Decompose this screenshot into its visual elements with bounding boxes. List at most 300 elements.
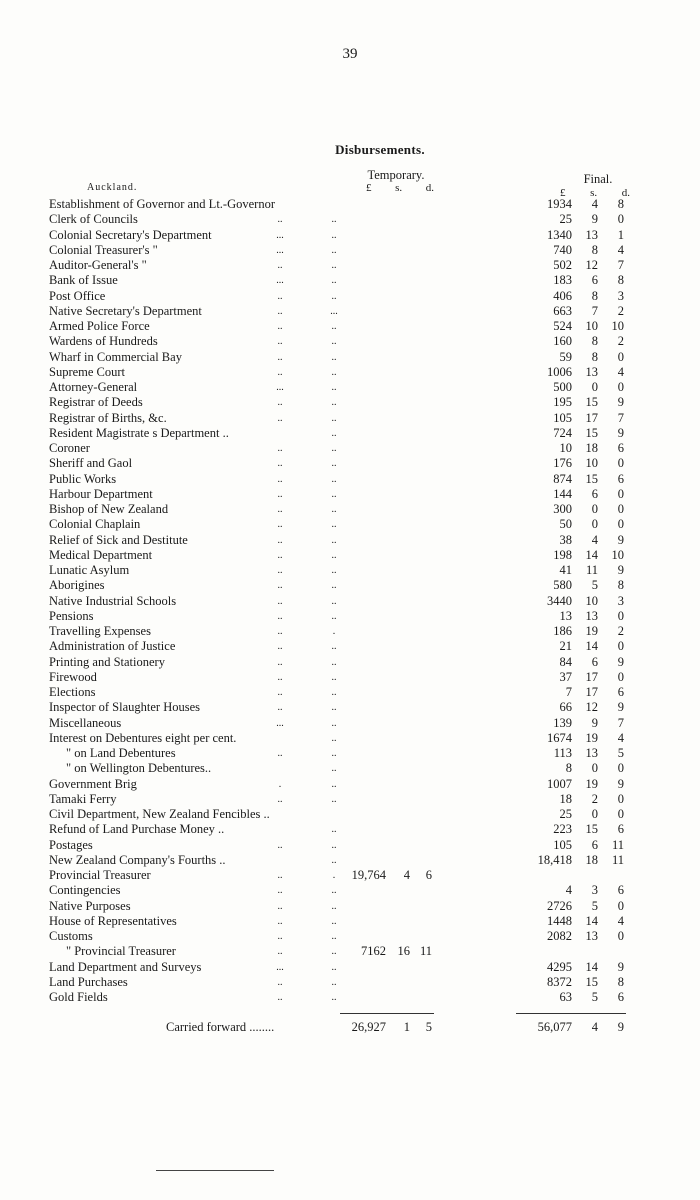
table-row [0,700,700,715]
final-column-header: Final. [583,172,613,186]
leader-dots: .. [331,336,337,348]
leader-dots: .. [277,351,283,363]
final-pence: 6 [617,883,624,898]
leader-dots: .. [331,732,337,744]
final-shillings: 13 [585,227,598,242]
final-pounds: 8 [565,761,572,776]
final-pounds: 1448 [547,913,572,928]
final-pounds: 25 [559,212,572,227]
page-number: 39 [342,46,358,62]
final-pence: 10 [611,319,624,333]
final-pence: 9 [617,776,624,791]
table-row [0,944,700,959]
final-shillings: 14 [585,639,598,654]
final-pounds: 18,418 [537,852,572,867]
temporary-total-rule [340,1013,434,1014]
table-row [0,639,700,654]
leader-dots: .. [277,976,283,988]
final-shillings: 7 [591,303,598,318]
final-pence: 0 [617,929,624,943]
final-pounds: 8372 [547,974,572,989]
final-pounds: 502 [553,258,572,272]
row-label: " Provincial Treasurer [66,944,176,959]
table-row [0,563,700,578]
final-pounds: 195 [553,395,572,410]
final-shillings: 11 [585,563,598,577]
final-pence: 4 [617,730,624,745]
table-row [0,258,700,273]
leader-dots: .. [331,641,337,653]
table-row [0,822,700,837]
final-shillings: 3 [591,883,598,898]
leader-dots: .. [277,504,283,515]
final-shillings: 6 [591,273,598,288]
final-shillings: 5 [591,898,598,913]
table-row [0,838,700,853]
table-row [0,273,700,288]
leader-dots: .. [277,443,283,454]
row-label: Contingencies [49,883,121,898]
final-shillings: 4 [591,197,598,211]
final-pence: 7 [617,715,624,730]
final-shillings: 0 [591,761,598,776]
leader-dots: .. [331,854,337,866]
leader-dots: .. [331,229,337,241]
table-row [0,456,700,471]
final-pence: 0 [617,791,624,806]
table-row [0,380,700,395]
leader-dots: .. [331,702,337,714]
row-label: Land Purchases [49,974,128,989]
leader-dots: .. [331,382,337,393]
final-pence: 0 [617,608,624,623]
final-pounds: 139 [553,715,572,730]
final-pounds: 105 [553,837,572,852]
leader-dots: .. [277,565,283,576]
final-pence: 0 [617,669,624,684]
final-pence: 11 [611,852,624,867]
final-pence: 9 [617,700,624,715]
final-pounds: 1006 [547,364,572,379]
table-row [0,807,700,822]
row-label: Aborigines [49,578,105,593]
final-shillings: 18 [585,852,598,867]
final-pence: 0 [617,639,624,654]
final-pence: 9 [617,395,624,410]
table-row [0,334,700,349]
final-shillings: 10 [585,593,598,608]
final-pounds: 7 [565,685,572,699]
row-label: Registrar of Births, &c. [49,410,167,425]
temporary-pounds: 7162 [361,944,386,959]
final-shillings: 8 [591,349,598,364]
final-pounds: 13 [559,608,572,623]
final-pence: 7 [617,258,624,272]
leader-dots: .. [277,900,283,912]
final-shillings: 6 [591,837,598,852]
final-shillings: 2 [591,791,598,806]
table-row [0,960,700,975]
row-label: Attorney-General [49,380,138,394]
table-row [0,731,700,746]
final-pence: 4 [617,364,624,379]
leader-dots: .. [331,412,337,424]
final-shillings: 8 [591,242,598,257]
table-row [0,289,700,304]
table-row [0,853,700,868]
leader-dots: .. [331,748,337,759]
leader-dots: .. [331,565,337,576]
row-label: Miscellaneous [49,715,122,730]
final-shillings: 13 [585,746,598,760]
leader-dots: .. [331,519,337,531]
final-pounds: 1934 [547,197,572,211]
final-pence: 1 [617,227,624,242]
leader-dots: .. [331,397,337,409]
final-pounds: 874 [553,471,572,486]
leader-dots: .. [277,992,283,1003]
row-label: Armed Police Force [49,319,150,333]
final-pounds: 4 [565,883,572,898]
table-row [0,975,700,990]
final-pounds: 105 [553,410,572,425]
table-row [0,594,700,609]
final-pounds: 1674 [547,730,572,745]
leader-dots: .. [331,778,337,790]
final-pounds: 59 [559,349,572,364]
final-pence: 9 [617,532,624,547]
final-shillings: 12 [585,700,598,715]
table-row [0,197,700,212]
final-pounds: 198 [553,547,572,562]
row-label: Colonial Chaplain [49,517,141,532]
leader-dots: .. [331,290,337,302]
final-shillings: 13 [585,364,598,379]
page-bottom-rule [156,1170,274,1171]
pence-unit: d. [621,187,630,199]
leader-dots: .. [331,549,337,561]
final-pence: 0 [617,898,624,913]
row-label: Coroner [49,441,90,455]
leader-dots: .. [331,839,337,851]
ledger-rows [0,197,700,1005]
final-pence: 6 [617,990,624,1004]
carried-forward-label: Carried forward ........ [166,1020,275,1034]
leader-dots: .. [331,488,337,500]
temporary-pence: 11 [419,944,432,959]
row-label: Tamaki Ferry [49,791,117,806]
row-label: Clerk of Councils [49,212,138,227]
final-shillings: 5 [591,990,598,1004]
table-row [0,716,700,731]
final-pounds: 1007 [547,776,572,791]
leader-dots: .. [331,244,337,256]
table-row [0,533,700,548]
table-row [0,517,700,532]
leader-dots: .. [277,870,283,881]
leader-dots: .. [277,290,283,302]
row-label: Bishop of New Zealand [49,502,169,516]
row-label: Colonial Secretary's Department [49,227,212,242]
final-pence: 11 [611,837,624,852]
table-row [0,990,700,1005]
table-row [0,365,700,380]
final-shillings: 10 [585,319,598,333]
final-pounds: 37 [559,669,572,684]
final-pence: 10 [611,547,624,562]
leader-dots: .. [331,275,337,287]
final-pence: 0 [617,212,624,227]
leader-dots: ... [276,961,284,973]
leader-dots: .. [331,976,337,988]
final-pence: 3 [617,288,624,303]
pounds-unit: £ [366,182,372,194]
leader-dots: .. [331,473,337,485]
leader-dots: .. [331,214,337,226]
leader-dots: .. [277,671,283,683]
leader-dots: ... [276,717,284,729]
final-pence: 4 [617,913,624,928]
shillings-unit: s. [590,187,598,199]
table-row [0,228,700,243]
leader-dots: .. [331,427,337,439]
final-pounds: 84 [559,654,572,669]
row-label: Pensions [49,608,94,623]
table-row [0,304,700,319]
row-label: Resident Magistrate s Department .. [49,425,229,440]
final-shillings: 17 [585,685,598,699]
table-row [0,548,700,563]
section-heading: Disbursements. [335,142,425,157]
row-label: Sheriff and Gaol [49,456,133,471]
table-row [0,777,700,792]
table-row [0,655,700,670]
final-shillings: 15 [585,471,598,486]
final-pounds: 183 [553,273,572,288]
leader-dots: .. [331,992,337,1003]
final-pounds: 3440 [547,593,572,608]
row-label: Native Secretary's Department [49,303,202,318]
table-row [0,212,700,227]
table-row [0,914,700,929]
final-shillings: 9 [591,212,598,227]
final-pence: 3 [617,593,624,608]
leader-dots: .. [277,839,283,851]
final-shillings: 6 [591,654,598,669]
leader-dots: .. [277,534,283,546]
final-pounds: 300 [553,502,572,516]
row-label: Colonial Treasurer's " [49,242,158,257]
row-label: Travelling Expenses [49,624,151,638]
final-shillings: 0 [591,502,598,516]
final-pounds: 176 [553,456,572,471]
leader-dots: .. [277,412,283,424]
final-shillings: 8 [591,288,598,303]
table-row [0,502,700,517]
final-pence: 4 [617,242,624,257]
leader-dots: .. [277,626,283,637]
table-row [0,426,700,441]
final-shillings: 13 [585,608,598,623]
row-label: Gold Fields [49,990,108,1004]
row-label: Administration of Justice [49,639,176,654]
leader-dots: .. [331,351,337,363]
final-total-pence: 9 [617,1020,624,1034]
leader-dots: .. [331,534,337,546]
leader-dots: .. [331,656,337,668]
final-shillings: 17 [585,410,598,425]
row-label: Auditor-General's " [49,258,147,272]
leader-dots: .. [331,900,337,912]
final-pence: 7 [617,410,624,425]
final-shillings: 19 [585,776,598,791]
temporary-pounds: 19,764 [351,868,386,882]
leader-dots: .. [331,671,337,683]
final-pence: 0 [617,761,624,776]
leader-dots: .. [331,946,337,958]
leader-dots: .. [331,443,337,454]
final-pence: 9 [617,654,624,669]
leader-dots: ... [330,305,338,317]
leader-dots: .. [277,946,283,958]
leader-dots: .. [331,931,337,942]
leader-dots: .. [277,641,283,653]
table-row [0,929,700,944]
leader-dots: .. [331,793,337,805]
leader-dots: .. [277,595,283,607]
leader-dots: .. [277,549,283,561]
leader-dots: .. [277,305,283,317]
table-row [0,761,700,776]
final-shillings: 6 [591,486,598,501]
final-shillings: 15 [585,425,598,440]
leader-dots: .. [331,260,337,271]
row-label: Wardens of Hundreds [49,334,158,349]
leader-dots: .. [277,885,283,897]
final-pence: 2 [617,334,624,349]
row-label: Refund of Land Purchase Money .. [49,822,225,837]
final-pence: 6 [617,441,624,455]
leader-dots: .. [331,504,337,515]
final-pence: 0 [617,486,624,501]
table-row [0,624,700,639]
final-shillings: 12 [585,258,598,272]
row-label: Medical Department [49,547,153,562]
row-label: Native Purposes [49,898,131,913]
table-row [0,792,700,807]
final-pence: 6 [617,685,624,699]
final-pounds: 186 [553,624,572,638]
final-shillings: 4 [591,532,598,547]
leader-dots: . [332,870,336,881]
leader-dots: .. [331,366,337,378]
pence-unit: d. [425,182,434,194]
final-pounds: 18 [559,791,572,806]
row-label: Native Industrial Schools [49,593,177,608]
final-shillings: 15 [585,395,598,410]
leader-dots: .. [277,488,283,500]
final-shillings: 14 [585,959,598,974]
temporary-pence: 6 [425,868,432,882]
final-pence: 8 [617,273,624,288]
final-pounds: 580 [553,578,572,593]
final-pounds: 524 [553,319,572,333]
leader-dots: . [332,626,336,637]
final-pence: 2 [617,303,624,318]
row-label: Interest on Debentures eight per cent. [49,730,237,745]
shillings-unit: s. [395,182,403,194]
temporary-shillings: 16 [397,944,410,959]
final-pence: 8 [617,197,624,211]
leader-dots: .. [277,214,283,226]
row-label: Supreme Court [49,364,126,379]
temporary-units [366,182,434,194]
final-shillings: 0 [591,380,598,394]
row-label: Customs [49,929,93,943]
leader-dots: .. [331,595,337,607]
leader-dots: .. [331,610,337,622]
leader-dots: .. [277,915,283,927]
row-label: Establishment of Governor and Lt.-Governor [49,197,275,211]
final-pounds: 1340 [547,227,572,242]
table-row [0,868,700,883]
final-pounds: 2726 [547,898,572,913]
final-pounds: 10 [559,441,572,455]
final-pence: 2 [617,624,624,638]
final-pounds: 4295 [547,959,572,974]
final-pence: 8 [617,578,624,593]
final-pounds: 740 [553,242,572,257]
leader-dots: .. [331,458,337,470]
final-shillings: 5 [591,578,598,593]
row-label: Land Department and Surveys [49,959,202,974]
leader-dots: .. [277,458,283,470]
row-label: Public Works [49,471,117,486]
leader-dots: .. [277,702,283,714]
final-pounds: 63 [559,990,572,1004]
final-shillings: 15 [585,974,598,989]
row-label: House of Representatives [49,913,177,928]
final-total-shillings: 4 [591,1020,598,1034]
table-row [0,670,700,685]
row-label: Relief of Sick and Destitute [49,532,188,547]
row-label: Post Office [49,288,106,303]
final-pounds: 21 [559,639,572,654]
leader-dots: .. [277,260,283,271]
final-shillings: 14 [585,913,598,928]
final-pence: 6 [617,471,624,486]
temporary-total-pounds: 26,927 [351,1020,386,1034]
final-shillings: 13 [585,929,598,943]
leader-dots: ... [276,244,284,256]
final-shillings: 18 [585,441,598,455]
leader-dots: ... [276,229,284,241]
leader-dots: .. [277,473,283,485]
final-shillings: 14 [585,547,598,562]
leader-dots: .. [331,824,337,836]
final-pounds: 50 [559,517,572,532]
leader-dots: . [278,778,282,790]
leader-dots: .. [331,961,337,973]
final-pounds: 2082 [547,929,572,943]
leader-dots: .. [277,336,283,348]
final-pounds: 724 [553,425,572,440]
table-row [0,243,700,258]
leader-dots: .. [331,687,337,698]
leader-dots: .. [331,915,337,927]
final-total-rule [516,1013,626,1014]
leader-dots: .. [277,748,283,759]
